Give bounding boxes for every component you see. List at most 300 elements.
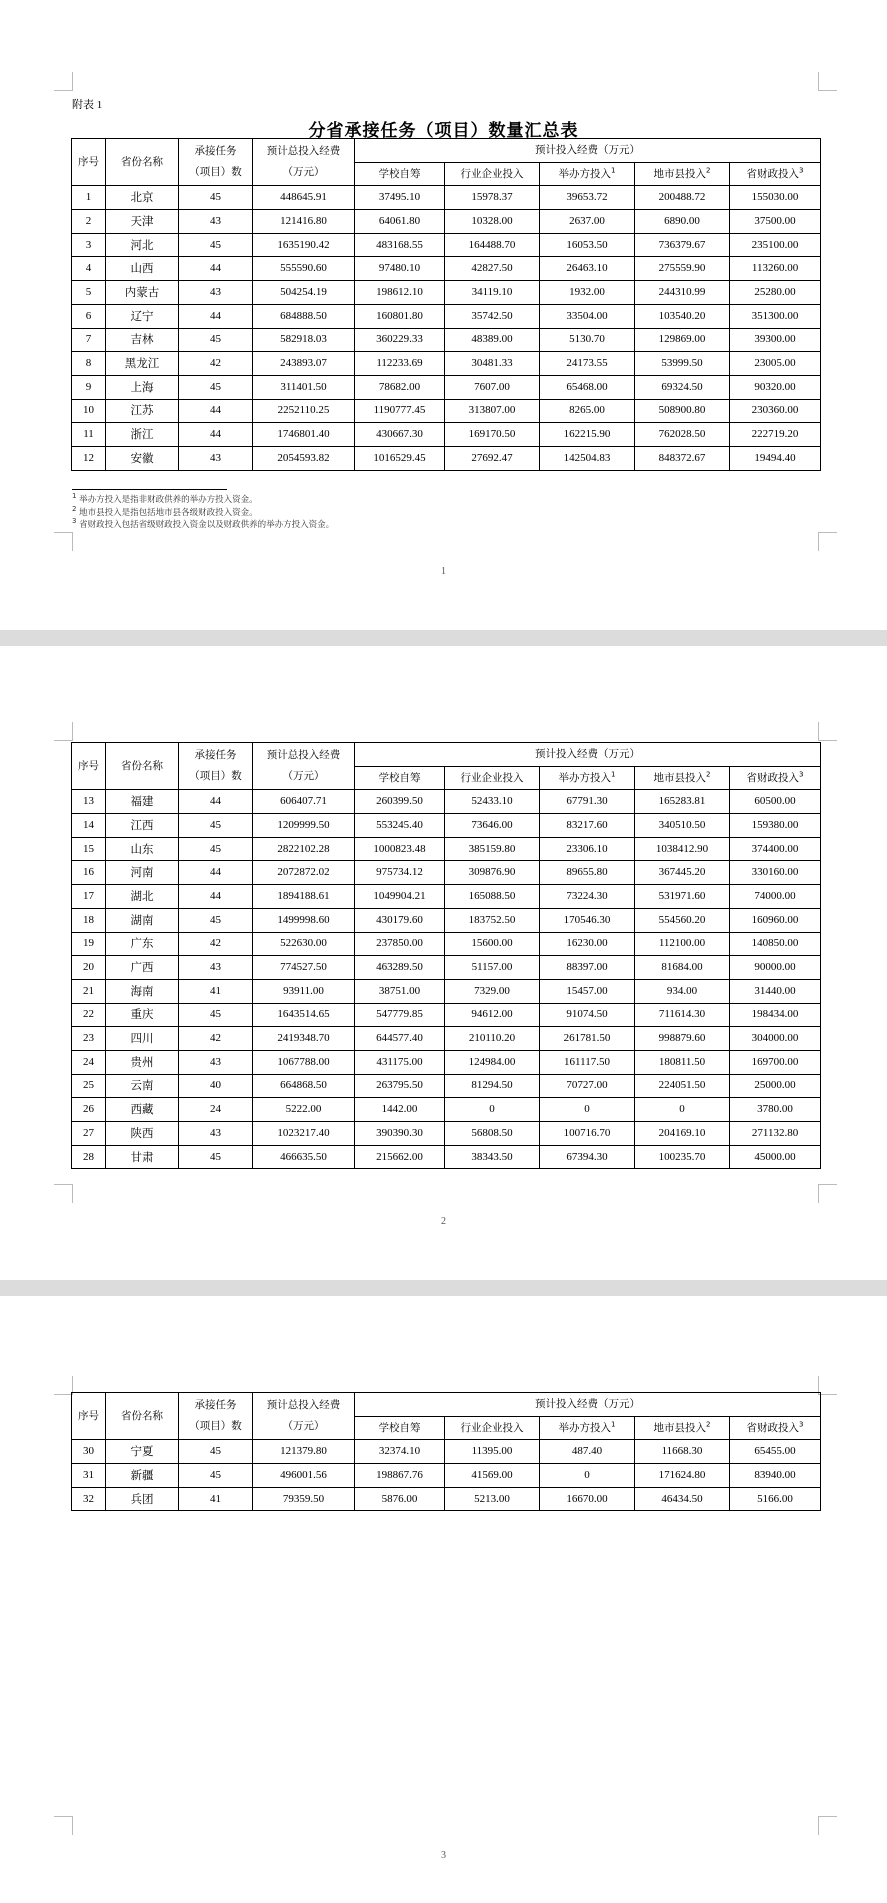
- page-number: 1: [441, 566, 446, 577]
- cell-province: 湖北: [106, 885, 179, 909]
- cell-school: 431175.00: [355, 1050, 445, 1074]
- header-sponsor: [540, 1416, 635, 1440]
- cell-sponsor: 5130.70: [540, 328, 635, 352]
- cell-tasks: 42: [179, 352, 253, 376]
- cell-industry: 0: [445, 1098, 540, 1122]
- cell-local: 171624.80: [635, 1464, 730, 1488]
- cell-sponsor: 162215.90: [540, 423, 635, 447]
- cell-tasks: 44: [179, 861, 253, 885]
- cell-tasks: 45: [179, 233, 253, 257]
- cell-seq: 10: [72, 399, 106, 423]
- cell-school: 1190777.45: [355, 399, 445, 423]
- cell-tasks: 45: [179, 908, 253, 932]
- header-sponsor-label: 举办方投入: [558, 771, 612, 784]
- header-total: [253, 1393, 355, 1440]
- cell-local: 736379.67: [635, 233, 730, 257]
- cell-provincial: 23005.00: [730, 352, 821, 376]
- cell-total: 684888.50: [253, 304, 355, 328]
- cell-industry: 164488.70: [445, 233, 540, 257]
- cell-seq: 26: [72, 1098, 106, 1122]
- cell-industry: 51157.00: [445, 956, 540, 980]
- header-seq: 序号: [72, 139, 106, 186]
- cell-tasks: 43: [179, 281, 253, 305]
- cell-provincial: 25280.00: [730, 281, 821, 305]
- footnote-2: $^2$ 地市县投入是指包括地市县各级财政投入资金。: [72, 504, 258, 518]
- cell-tasks: 43: [179, 956, 253, 980]
- cell-province: 天津: [106, 210, 179, 234]
- cell-local: 275559.90: [635, 257, 730, 281]
- summary-table: [71, 138, 821, 471]
- table-row: [72, 1074, 821, 1098]
- cell-provincial: 155030.00: [730, 186, 821, 210]
- cell-local: 934.00: [635, 979, 730, 1003]
- cell-sponsor: 83217.60: [540, 814, 635, 838]
- cell-provincial: 19494.40: [730, 446, 821, 470]
- cell-province: 河南: [106, 861, 179, 885]
- cell-total: 448645.91: [253, 186, 355, 210]
- table-header-row: [72, 139, 821, 163]
- cell-sponsor: 89655.80: [540, 861, 635, 885]
- summary-table-continued: [71, 742, 821, 1169]
- cell-tasks: 45: [179, 1145, 253, 1169]
- cell-total: 2822102.28: [253, 837, 355, 861]
- header-total: [253, 743, 355, 790]
- cell-sponsor: 161117.50: [540, 1050, 635, 1074]
- table-row: [72, 210, 821, 234]
- table-row: [72, 1003, 821, 1027]
- cell-province: 安徽: [106, 446, 179, 470]
- crop-mark: [818, 1184, 837, 1203]
- cell-industry: 52433.10: [445, 790, 540, 814]
- table-header-row: [72, 1393, 821, 1417]
- cell-province: 河北: [106, 233, 179, 257]
- document-page-3: [0, 1296, 887, 1903]
- footnote-1: $^1$ 举办方投入是指非财政供养的举办方投入资金。: [72, 492, 258, 505]
- cell-province: 江苏: [106, 399, 179, 423]
- cell-total: 504254.19: [253, 281, 355, 305]
- cell-total: 1067788.00: [253, 1050, 355, 1074]
- cell-seq: 8: [72, 352, 106, 376]
- cell-tasks: 45: [179, 837, 253, 861]
- cell-school: 975734.12: [355, 861, 445, 885]
- header-tasks-line1: 承接任务: [194, 1399, 237, 1412]
- cell-local: 103540.20: [635, 304, 730, 328]
- cell-school: 37495.10: [355, 186, 445, 210]
- cell-province: 宁夏: [106, 1440, 179, 1464]
- header-total-line1: 预计总投入经费: [266, 749, 341, 762]
- crop-mark: [54, 1816, 73, 1835]
- cell-school: 1016529.45: [355, 446, 445, 470]
- cell-school: 553245.40: [355, 814, 445, 838]
- table-title: 分省承接任务（项目）数量汇总表: [308, 121, 579, 141]
- cell-total: 664868.50: [253, 1074, 355, 1098]
- table-row: [72, 423, 821, 447]
- cell-industry: 183752.50: [445, 908, 540, 932]
- page-number: 3: [441, 1850, 446, 1861]
- header-local-label: 地市县投入: [653, 167, 707, 180]
- cell-sponsor: 33504.00: [540, 304, 635, 328]
- cell-provincial: 90000.00: [730, 956, 821, 980]
- header-total-line1: 预计总投入经费: [266, 145, 341, 158]
- header-tasks-line2: （项目）数: [189, 1420, 242, 1433]
- cell-local: 1038412.90: [635, 837, 730, 861]
- cell-total: 606407.71: [253, 790, 355, 814]
- cell-local: 508900.80: [635, 399, 730, 423]
- header-province: 省份名称: [106, 139, 179, 186]
- cell-tasks: 45: [179, 1440, 253, 1464]
- cell-industry: 7607.00: [445, 375, 540, 399]
- cell-tasks: 43: [179, 210, 253, 234]
- table-header-row: [72, 743, 821, 767]
- header-sponsor-footnote-mark: 1: [611, 770, 616, 779]
- cell-province: 山东: [106, 837, 179, 861]
- cell-industry: 34119.10: [445, 281, 540, 305]
- cell-sponsor: 65468.00: [540, 375, 635, 399]
- cell-total: 2252110.25: [253, 399, 355, 423]
- cell-industry: 27692.47: [445, 446, 540, 470]
- cell-total: 1635190.42: [253, 233, 355, 257]
- cell-school: 97480.10: [355, 257, 445, 281]
- cell-sponsor: 67394.30: [540, 1145, 635, 1169]
- cell-school: 5876.00: [355, 1487, 445, 1511]
- cell-seq: 17: [72, 885, 106, 909]
- cell-school: 390390.30: [355, 1122, 445, 1146]
- cell-tasks: 44: [179, 257, 253, 281]
- cell-industry: 7329.00: [445, 979, 540, 1003]
- cell-seq: 1: [72, 186, 106, 210]
- cell-seq: 15: [72, 837, 106, 861]
- cell-province: 西藏: [106, 1098, 179, 1122]
- cell-local: 531971.60: [635, 885, 730, 909]
- table-row: [72, 932, 821, 956]
- cell-province: 山西: [106, 257, 179, 281]
- cell-total: 496001.56: [253, 1464, 355, 1488]
- cell-tasks: 44: [179, 885, 253, 909]
- cell-sponsor: 0: [540, 1098, 635, 1122]
- header-funding-group: 预计投入经费（万元）: [355, 139, 821, 163]
- cell-seq: 16: [72, 861, 106, 885]
- cell-industry: 81294.50: [445, 1074, 540, 1098]
- cell-province: 湖南: [106, 908, 179, 932]
- cell-local: 224051.50: [635, 1074, 730, 1098]
- cell-sponsor: 70727.00: [540, 1074, 635, 1098]
- cell-seq: 9: [72, 375, 106, 399]
- header-provincial: [730, 1416, 821, 1440]
- cell-province: 江西: [106, 814, 179, 838]
- cell-tasks: 41: [179, 979, 253, 1003]
- crop-mark: [818, 532, 837, 551]
- cell-province: 兵团: [106, 1487, 179, 1511]
- cell-province: 陕西: [106, 1122, 179, 1146]
- cell-provincial: 169700.00: [730, 1050, 821, 1074]
- cell-seq: 21: [72, 979, 106, 1003]
- cell-local: 69324.50: [635, 375, 730, 399]
- header-industry: 行业企业投入: [445, 162, 540, 186]
- cell-total: 1894188.61: [253, 885, 355, 909]
- cell-sponsor: 16053.50: [540, 233, 635, 257]
- cell-industry: 11395.00: [445, 1440, 540, 1464]
- footnotes: [72, 494, 334, 532]
- cell-industry: 73646.00: [445, 814, 540, 838]
- cell-total: 121416.80: [253, 210, 355, 234]
- header-funding-group: 预计投入经费（万元）: [355, 743, 821, 767]
- cell-tasks: 43: [179, 446, 253, 470]
- cell-provincial: 140850.00: [730, 932, 821, 956]
- cell-total: 5222.00: [253, 1098, 355, 1122]
- cell-industry: 124984.00: [445, 1050, 540, 1074]
- cell-local: 367445.20: [635, 861, 730, 885]
- cell-industry: 48389.00: [445, 328, 540, 352]
- cell-seq: 19: [72, 932, 106, 956]
- cell-total: 555590.60: [253, 257, 355, 281]
- cell-school: 644577.40: [355, 1027, 445, 1051]
- cell-province: 甘肃: [106, 1145, 179, 1169]
- cell-local: 165283.81: [635, 790, 730, 814]
- header-provincial: [730, 766, 821, 790]
- header-provincial-label: 省财政投入: [746, 167, 800, 180]
- header-total: [253, 139, 355, 186]
- cell-total: 1746801.40: [253, 423, 355, 447]
- cell-seq: 24: [72, 1050, 106, 1074]
- cell-industry: 42827.50: [445, 257, 540, 281]
- table-row: [72, 1487, 821, 1511]
- cell-school: 260399.50: [355, 790, 445, 814]
- cell-total: 2054593.82: [253, 446, 355, 470]
- table-row: [72, 281, 821, 305]
- cell-school: 430179.60: [355, 908, 445, 932]
- table-row: [72, 1098, 821, 1122]
- crop-mark: [818, 1816, 837, 1835]
- cell-seq: 14: [72, 814, 106, 838]
- cell-sponsor: 39653.72: [540, 186, 635, 210]
- cell-province: 辽宁: [106, 304, 179, 328]
- cell-local: 180811.50: [635, 1050, 730, 1074]
- cell-school: 198867.76: [355, 1464, 445, 1488]
- cell-seq: 31: [72, 1464, 106, 1488]
- table-row: [72, 837, 821, 861]
- crop-mark: [818, 72, 837, 91]
- cell-industry: 309876.90: [445, 861, 540, 885]
- cell-total: 243893.07: [253, 352, 355, 376]
- header-funding-group: 预计投入经费（万元）: [355, 1393, 821, 1417]
- cell-industry: 313807.00: [445, 399, 540, 423]
- cell-tasks: 44: [179, 304, 253, 328]
- cell-provincial: 60500.00: [730, 790, 821, 814]
- cell-seq: 32: [72, 1487, 106, 1511]
- cell-province: 上海: [106, 375, 179, 399]
- cell-school: 360229.33: [355, 328, 445, 352]
- cell-school: 32374.10: [355, 1440, 445, 1464]
- cell-sponsor: 2637.00: [540, 210, 635, 234]
- cell-sponsor: 26463.10: [540, 257, 635, 281]
- table-row: [72, 304, 821, 328]
- table-row: [72, 861, 821, 885]
- header-tasks-line2: （项目）数: [189, 166, 242, 179]
- cell-local: 848372.67: [635, 446, 730, 470]
- cell-industry: 94612.00: [445, 1003, 540, 1027]
- header-tasks-line1: 承接任务: [194, 749, 237, 762]
- table-row: [72, 375, 821, 399]
- cell-school: 112233.69: [355, 352, 445, 376]
- table-row: [72, 1464, 821, 1488]
- cell-local: 340510.50: [635, 814, 730, 838]
- cell-provincial: 235100.00: [730, 233, 821, 257]
- cell-province: 重庆: [106, 1003, 179, 1027]
- table-row: [72, 956, 821, 980]
- header-sponsor-footnote-mark: 1: [611, 166, 616, 175]
- table-row: [72, 186, 821, 210]
- cell-industry: 56808.50: [445, 1122, 540, 1146]
- cell-school: 78682.00: [355, 375, 445, 399]
- cell-school: 160801.80: [355, 304, 445, 328]
- cell-industry: 30481.33: [445, 352, 540, 376]
- cell-total: 774527.50: [253, 956, 355, 980]
- cell-total: 79359.50: [253, 1487, 355, 1511]
- cell-provincial: 90320.00: [730, 375, 821, 399]
- cell-total: 522630.00: [253, 932, 355, 956]
- header-local-footnote-mark: 2: [706, 1420, 711, 1429]
- cell-sponsor: 261781.50: [540, 1027, 635, 1051]
- cell-tasks: 45: [179, 814, 253, 838]
- header-total-line2: （万元）: [282, 770, 325, 783]
- cell-provincial: 31440.00: [730, 979, 821, 1003]
- cell-local: 200488.72: [635, 186, 730, 210]
- header-sponsor: [540, 766, 635, 790]
- cell-tasks: 24: [179, 1098, 253, 1122]
- cell-province: 福建: [106, 790, 179, 814]
- header-provincial-label: 省财政投入: [746, 1421, 800, 1434]
- header-local: [635, 766, 730, 790]
- cell-local: 762028.50: [635, 423, 730, 447]
- header-total-line2: （万元）: [282, 1420, 325, 1433]
- table-row: [72, 1027, 821, 1051]
- cell-seq: 18: [72, 908, 106, 932]
- cell-local: 81684.00: [635, 956, 730, 980]
- cell-sponsor: 67791.30: [540, 790, 635, 814]
- header-province: 省份名称: [106, 1393, 179, 1440]
- cell-provincial: 39300.00: [730, 328, 821, 352]
- cell-seq: 22: [72, 1003, 106, 1027]
- cell-school: 198612.10: [355, 281, 445, 305]
- cell-sponsor: 0: [540, 1464, 635, 1488]
- cell-total: 1643514.65: [253, 1003, 355, 1027]
- table-row: [72, 885, 821, 909]
- cell-sponsor: 487.40: [540, 1440, 635, 1464]
- cell-provincial: 37500.00: [730, 210, 821, 234]
- cell-school: 430667.30: [355, 423, 445, 447]
- cell-provincial: 83940.00: [730, 1464, 821, 1488]
- cell-school: 463289.50: [355, 956, 445, 980]
- cell-province: 黑龙江: [106, 352, 179, 376]
- header-sponsor-footnote-mark: 1: [611, 1420, 616, 1429]
- header-provincial: [730, 162, 821, 186]
- header-sponsor: [540, 162, 635, 186]
- table-row: [72, 1122, 821, 1146]
- cell-seq: 27: [72, 1122, 106, 1146]
- header-local-footnote-mark: 2: [706, 166, 711, 175]
- cell-province: 浙江: [106, 423, 179, 447]
- table-row: [72, 908, 821, 932]
- cell-provincial: 113260.00: [730, 257, 821, 281]
- header-industry: 行业企业投入: [445, 766, 540, 790]
- cell-seq: 25: [72, 1074, 106, 1098]
- cell-industry: 165088.50: [445, 885, 540, 909]
- table-row: [72, 790, 821, 814]
- cell-seq: 11: [72, 423, 106, 447]
- cell-industry: 10328.00: [445, 210, 540, 234]
- cell-school: 1049904.21: [355, 885, 445, 909]
- header-local-footnote-mark: 2: [706, 770, 711, 779]
- cell-total: 1023217.40: [253, 1122, 355, 1146]
- cell-local: 554560.20: [635, 908, 730, 932]
- table-row: [72, 979, 821, 1003]
- cell-local: 112100.00: [635, 932, 730, 956]
- cell-sponsor: 1932.00: [540, 281, 635, 305]
- cell-provincial: 74000.00: [730, 885, 821, 909]
- header-tasks: [179, 743, 253, 790]
- cell-province: 海南: [106, 979, 179, 1003]
- header-local: [635, 162, 730, 186]
- cell-industry: 169170.50: [445, 423, 540, 447]
- cell-industry: 35742.50: [445, 304, 540, 328]
- cell-total: 466635.50: [253, 1145, 355, 1169]
- header-sponsor-label: 举办方投入: [558, 1421, 612, 1434]
- crop-mark: [54, 722, 73, 741]
- cell-total: 1499998.60: [253, 908, 355, 932]
- header-local-label: 地市县投入: [653, 771, 707, 784]
- header-tasks-line2: （项目）数: [189, 770, 242, 783]
- cell-provincial: 5166.00: [730, 1487, 821, 1511]
- header-total-line2: （万元）: [282, 166, 325, 179]
- cell-province: 吉林: [106, 328, 179, 352]
- cell-province: 内蒙古: [106, 281, 179, 305]
- cell-tasks: 41: [179, 1487, 253, 1511]
- appendix-label: 附表 1: [72, 99, 103, 111]
- header-school: 学校自筹: [355, 766, 445, 790]
- cell-industry: 38343.50: [445, 1145, 540, 1169]
- footnote-divider: [72, 489, 227, 490]
- cell-industry: 385159.80: [445, 837, 540, 861]
- cell-local: 11668.30: [635, 1440, 730, 1464]
- page-number: 2: [441, 1216, 446, 1227]
- cell-seq: 7: [72, 328, 106, 352]
- table-row: [72, 1440, 821, 1464]
- cell-local: 0: [635, 1098, 730, 1122]
- document-page-1: [0, 0, 887, 630]
- table-row: [72, 233, 821, 257]
- cell-provincial: 198434.00: [730, 1003, 821, 1027]
- cell-tasks: 42: [179, 932, 253, 956]
- cell-provincial: 65455.00: [730, 1440, 821, 1464]
- table-row: [72, 446, 821, 470]
- table-row: [72, 1145, 821, 1169]
- cell-tasks: 40: [179, 1074, 253, 1098]
- cell-provincial: 45000.00: [730, 1145, 821, 1169]
- cell-school: 215662.00: [355, 1145, 445, 1169]
- header-provincial-label: 省财政投入: [746, 771, 800, 784]
- cell-local: 100235.70: [635, 1145, 730, 1169]
- cell-provincial: 374400.00: [730, 837, 821, 861]
- cell-provincial: 222719.20: [730, 423, 821, 447]
- cell-tasks: 43: [179, 1122, 253, 1146]
- cell-sponsor: 23306.10: [540, 837, 635, 861]
- header-school: 学校自筹: [355, 1416, 445, 1440]
- cell-total: 1209999.50: [253, 814, 355, 838]
- cell-total: 311401.50: [253, 375, 355, 399]
- cell-local: 129869.00: [635, 328, 730, 352]
- cell-seq: 4: [72, 257, 106, 281]
- cell-school: 1442.00: [355, 1098, 445, 1122]
